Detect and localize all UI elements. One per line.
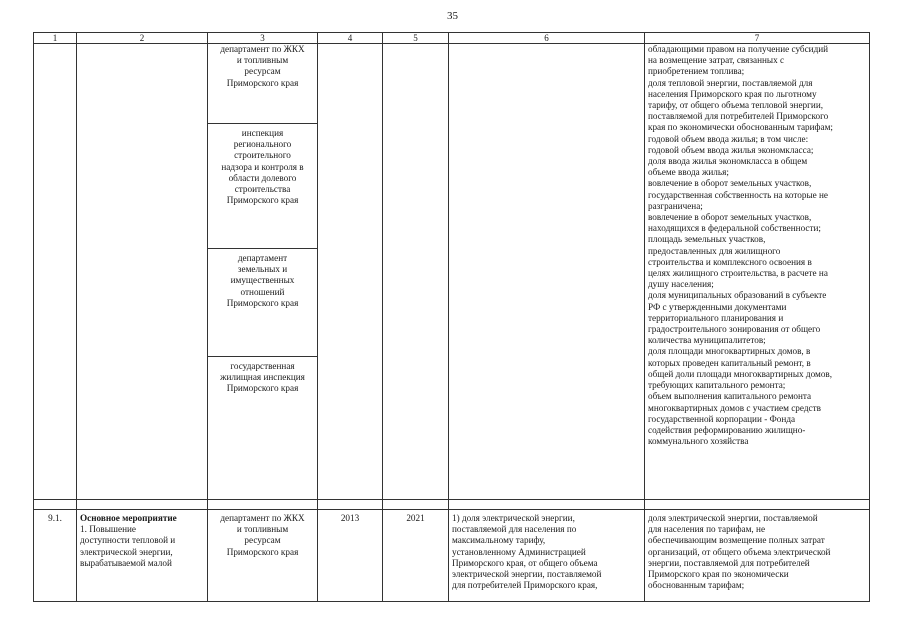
spacer-cell-2 <box>77 500 208 510</box>
spacer-cell-1 <box>34 500 77 510</box>
cell-result-empty <box>449 44 645 500</box>
header-col-1: 1 <box>34 33 77 44</box>
cell-number-empty <box>34 44 77 500</box>
header-col-5: 5 <box>383 33 449 44</box>
spacer-cell-4 <box>318 500 383 510</box>
header-row <box>34 33 870 44</box>
program-table <box>33 32 870 602</box>
activity-title-cell <box>77 510 208 602</box>
activity-title-text: 1. Повышение доступности тепловой и электрической энергии, вырабатываемой малой <box>80 524 176 568</box>
table-row-continuation <box>34 44 870 500</box>
year-end: 2021 <box>383 510 449 602</box>
year-start: 2013 <box>318 510 383 602</box>
cell-end-empty <box>383 44 449 500</box>
header-col-6: 6 <box>449 33 645 44</box>
page-number: 35 <box>447 10 458 22</box>
executor-construction-inspection: инспекция регионального строительного надзора и контроля в области долевого строительства Приморского края <box>208 123 317 248</box>
executor-housing-inspection: государственная жилищная инспекция Приморского края <box>208 356 317 499</box>
cell-start-empty <box>318 44 383 500</box>
spacer-cell-3 <box>208 500 318 510</box>
activity-executor: департамент по ЖКХ и топливным ресурсам Приморского края <box>208 510 318 602</box>
executors-cell <box>208 44 318 500</box>
expected-result: 1) доля электрической энергии, поставляемой для населения по максимальному тарифу, установленному Администрацией Приморского края, от общего объема электрической энергии, поставляемой для потребителей Приморского края, <box>449 510 645 602</box>
spacer-cell-6 <box>449 500 645 510</box>
cell-title-empty <box>77 44 208 500</box>
activity-indicators: доля электрической энергии, поставляемой для населения по тарифам, не обеспечивающим возмещение полных затрат организаций, от общего объема электрической энергии, поставляемой для потребителей Приморского края по экономически обоснованным тарифам; <box>645 510 870 602</box>
executor-land-dept: департамент земельных и имущественных отношений Приморского края <box>208 248 317 356</box>
header-col-4: 4 <box>318 33 383 44</box>
activity-title-bold: Основное мероприятие <box>80 513 177 523</box>
table-row-spacer <box>34 500 870 510</box>
executor-housing-dept: департамент по ЖКХ и топливным ресурсам Приморского края <box>220 44 305 88</box>
header-col-3: 3 <box>208 33 318 44</box>
header-col-7: 7 <box>645 33 870 44</box>
row-number: 9.1. <box>34 510 77 602</box>
table-row-main-activity <box>34 510 870 602</box>
spacer-cell-7 <box>645 500 870 510</box>
header-col-2: 2 <box>77 33 208 44</box>
indicators-cell: обладающими правом на получение субсидий на возмещение затрат, связанных с приобретением топлива; доля тепловой энергии, поставляемой для населения Приморского края по льготному тарифу, от общего объема тепловой энергии, поставляемой для потребителей Приморского края по экономически обоснованным тарифам; годовой объем ввода жилья; в том числе: годовой объем ввода жилья экономкласса; доля ввода жилья экономкласса в общем объеме ввода жилья; вовлечение в оборот земельных участков, государственная собственность на которые не разграничена; вовлечение в оборот земельных участков, находящихся в федеральной собственности; площадь земельных участков, предоставленных для жилищного строительства и комплексного освоения в целях жилищного строительства, в расчете на душу населения; доля муниципальных образований в субъекте РФ с утвержденными документами территориального планирования и градостроительного зонирования от общего количества муниципалитетов; доля площади многоквартирных домов, в которых проведен капитальный ремонт, в общей доли площади многоквартирных домов, требующих капитального ремонта; объем выполнения капитального ремонта многоквартирных домов с участием средств государственной корпорации - Фонда содействия реформированию жилищно- коммунального хозяйства <box>645 44 870 500</box>
spacer-cell-5 <box>383 500 449 510</box>
